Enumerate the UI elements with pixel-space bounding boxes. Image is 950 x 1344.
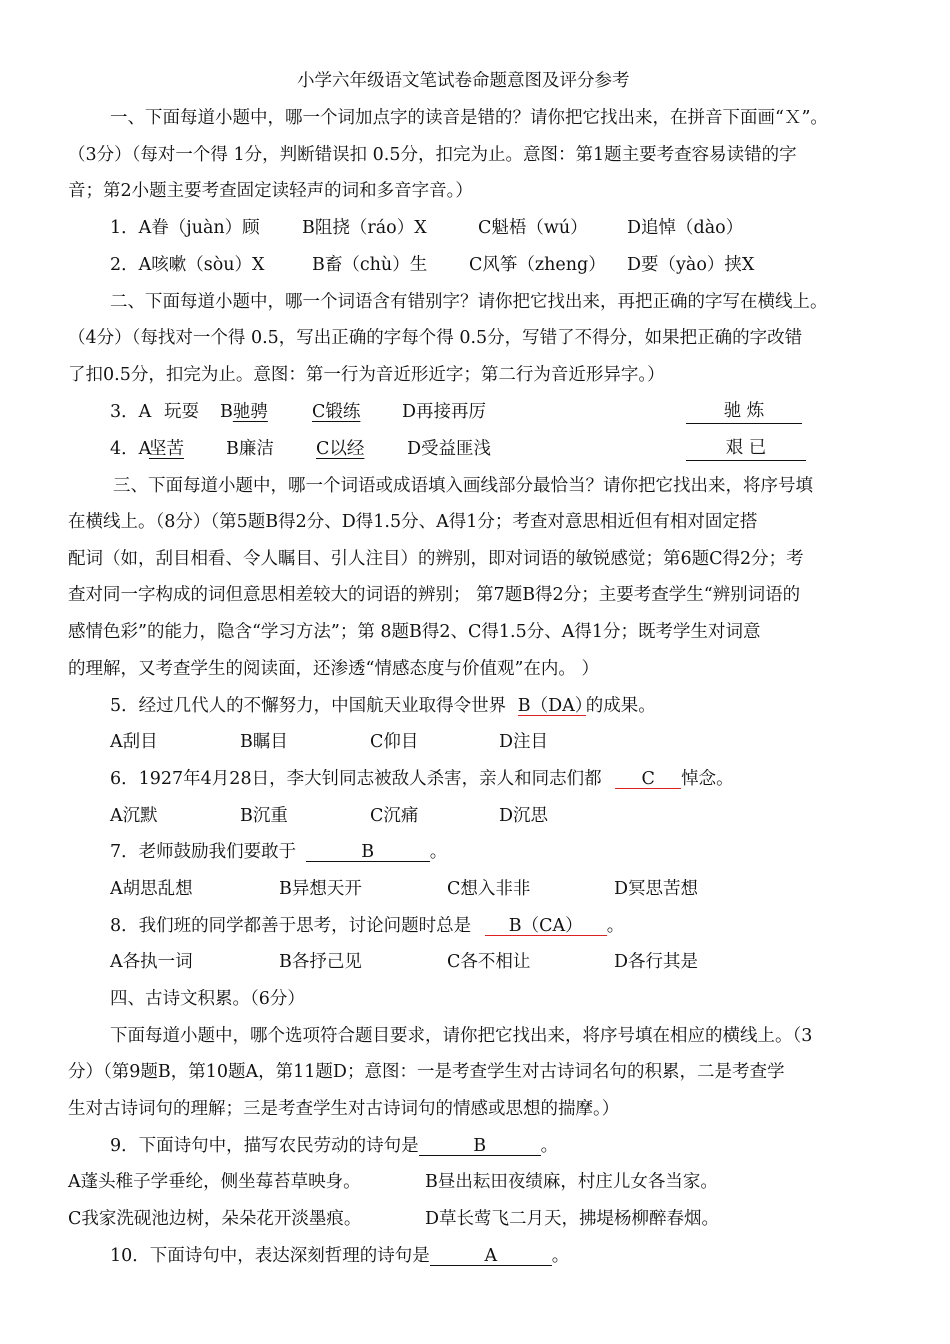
section-4-intro: 下面每道小题中，哪个选项符合题目要求，请你把它找出来，将序号填在相应的横线上。（3 [110,1026,813,1046]
section-3-scoring-1: 在横线上。（8分）（第5题B得2分、D得1.5分、A得1分；考查对意思相近但有相对固定搭 [68,512,758,532]
q4-answer: 艰 已 [686,438,806,461]
q3-option-a: 玩耍 [164,402,199,422]
q4-number: 4．A [110,439,152,459]
section-1-scoring: （3分）（每对一个得 1分，判断错误扣 0.5分，扣完为止。意图：第1题主要考查容易读错的字 [68,145,797,165]
q2-option-b: B畜（chù）生 [312,255,428,275]
q8-option-a: A各执一词 [110,952,193,972]
q6-option-a: A沉默 [110,806,158,826]
section-3-scoring-3: 查对同一字构成的词但意思相差较大的词语的辨别； 第7题B得2分；主要考查学生“辨别词语的 [68,585,801,605]
section-2-intro: 二、下面每道小题中，哪一个词语含有错别字？请你把它找出来，再把正确的字写在横线上。 [110,292,828,312]
q1-option-d: D追悼（dào） [627,218,744,238]
q3-option-b: B驰骋 [220,402,268,422]
q6-option-d: D沉思 [499,806,549,826]
section-3-scoring-2: 配词（如，刮目相看、令人瞩目、引人注目）的辨别，即对词语的敏锐感觉；第6题C得2分；考 [68,549,804,569]
q3-option-c: C锻练 [312,402,361,422]
q4-option-b: B廉洁 [226,439,274,459]
section-3-scoring-5: 的理解，又考查学生的阅读面，还渗透“情感态度与价值观”在内。 ） [68,659,599,679]
q1-option-c: C魁梧（wú） [478,218,588,238]
section-3-scoring-4: 感情色彩”的能力，隐含“学习方法”；第 8题B得2、C得1.5分、A得1分；既考学生对词意 [68,622,761,642]
section-1-intro: 一、下面每道小题中，哪一个词加点字的读音是错的？请你把它找出来，在拼音下面画“Ｘ”。 [110,108,828,128]
q6-stem: 6．1927年4月28日，李大钊同志被敌人杀害，亲人和同志们都 C 悼念。 [110,769,734,789]
section-1-intent: 音；第2小题主要考查固定读轻声的词和多音字音。） [68,181,473,201]
q7-option-a: A胡思乱想 [110,879,193,899]
q4-option-c: C以经 [316,439,365,459]
q6-option-c: C沉痛 [370,806,419,826]
q9-answer: B [473,1136,487,1156]
q7-option-b: B异想天开 [279,879,362,899]
q8-stem: 8．我们班的同学都善于思考，讨论问题时总是 B（CA） 。 [110,916,625,936]
q6-option-b: B沉重 [240,806,288,826]
section-4-scoring: 分）（第9题B，第10题A，第11题D；意图：一是考查学生对古诗词名句的积累，二是考查学 [68,1062,785,1082]
section-3-intro: 三、下面每道小题中，哪一个词语或成语填入画线部分最恰当？请你把它找出来，将序号填 [113,476,813,496]
section-4-intent: 生对古诗词句的理解；三是考查学生对古诗词句的情感或思想的揣摩。） [68,1099,620,1119]
section-2-intent: 了扣0.5分，扣完为止。意图：第一行为音近形近字；第二行为音近形异字。） [68,365,665,385]
q9-option-d: D草长莺飞二月天，拂堤杨柳醉春烟。 [425,1209,720,1229]
q7-answer: B [361,842,375,862]
section-2-scoring: （4分）（每找对一个得 0.5，写出正确的字每个得 0.5分，写错了不得分，如果把正确的字改错 [68,328,803,348]
q5-answer: B（DA） [517,696,593,716]
q4-option-a: 坚苦 [149,439,184,459]
q9-stem: 9．下面诗句中，描写农民劳动的诗句是 B 。 [110,1136,559,1156]
q3-number: 3．A [110,402,152,422]
q6-answer: C [615,770,681,789]
q4-option-d: D受益匪浅 [407,439,492,459]
q5-option-d: D注目 [499,732,549,752]
q7-option-d: D冥思苦想 [614,879,699,899]
q5-option-b: B瞩目 [240,732,288,752]
section-4-heading: 四、古诗文积累。（6分） [110,989,305,1009]
q7-option-c: C想入非非 [447,879,531,899]
q8-answer: B（CA） [485,917,607,936]
q2-option-a: 2．A咳嗽（sòu）X [110,255,265,275]
q1-option-b: B阻挠（ráo）X [302,218,427,238]
q3-answer: 驰 炼 [686,401,802,424]
q8-option-b: B各抒己见 [279,952,362,972]
q10-stem: 10．下面诗句中，表达深刻哲理的诗句是 A 。 [110,1246,570,1266]
q9-option-b: B昼出耘田夜绩麻，村庄儿女各当家。 [425,1172,718,1192]
q2-option-c: C风筝（zheng） [469,255,606,275]
q2-option-d: D要（yào）挟X [627,255,755,275]
q3-option-d: D再接再厉 [402,402,487,422]
q1-option-a: 1．A眷（juàn）顾 [110,218,260,238]
q8-option-d: D各行其是 [614,952,699,972]
q9-option-c: C我家洗砚池边树，朵朵花开淡墨痕。 [68,1209,362,1229]
q5-option-a: A刮目 [110,732,158,752]
q7-stem: 7．老师鼓励我们要敢于 B 。 [110,842,448,862]
page-title: 小学六年级语文笔试卷命题意图及评分参考 [297,71,630,91]
q8-option-c: C各不相让 [447,952,531,972]
q5-stem: 5．经过几代人的不懈努力，中国航天业取得令世界 B（DA） 的成果。 [110,696,656,716]
q10-answer: A [484,1246,498,1266]
q9-option-a: A蓬头稚子学垂纶，侧坐莓苔草映身。 [68,1172,361,1192]
q5-option-c: C仰目 [370,732,419,752]
